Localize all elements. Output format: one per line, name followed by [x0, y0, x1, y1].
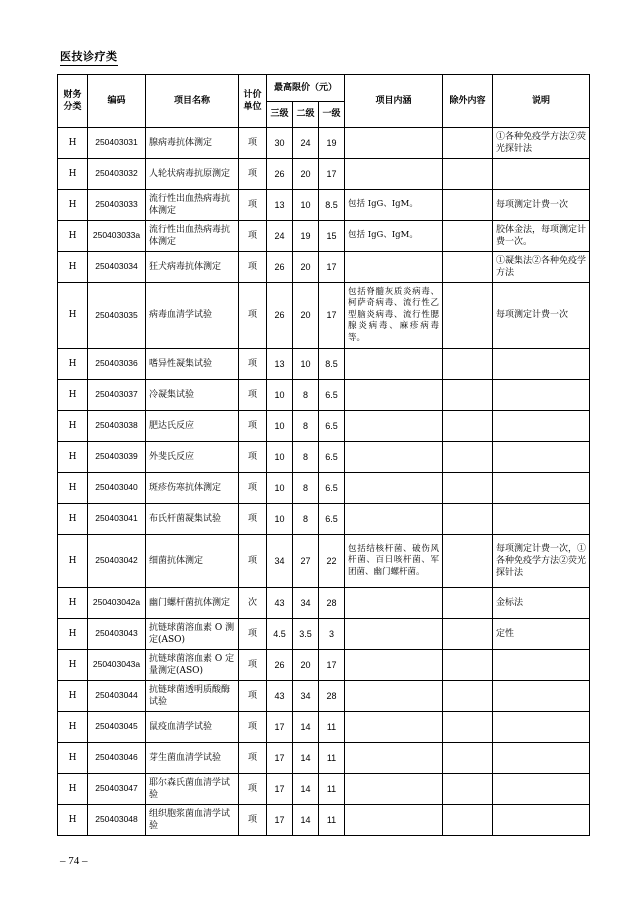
- price-level2-cell: 8: [293, 473, 319, 504]
- content-cell: [345, 473, 443, 504]
- exclusion-cell: [443, 805, 493, 836]
- exclusion-cell: [443, 349, 493, 380]
- note-cell: [493, 504, 590, 535]
- category-cell: H: [58, 805, 88, 836]
- unit-cell: 项: [239, 159, 267, 190]
- category-cell: H: [58, 283, 88, 349]
- code-cell: 250403032: [88, 159, 146, 190]
- price-level1-cell: 11: [319, 774, 345, 805]
- table-row: [58, 805, 590, 836]
- table-row: [58, 190, 590, 221]
- name-cell: 外斐氏反应: [146, 442, 239, 473]
- table-row: [58, 442, 590, 473]
- price-level2-cell: 14: [293, 805, 319, 836]
- unit-cell: 项: [239, 743, 267, 774]
- unit-cell: 项: [239, 221, 267, 252]
- code-cell: 250403047: [88, 774, 146, 805]
- price-level1-cell: 6.5: [319, 473, 345, 504]
- category-cell: H: [58, 128, 88, 159]
- price-level1-cell: 17: [319, 283, 345, 349]
- name-cell: 鼠疫血清学试验: [146, 712, 239, 743]
- code-cell: 250403044: [88, 681, 146, 712]
- unit-cell: 项: [239, 650, 267, 681]
- price-level2-cell: 3.5: [293, 619, 319, 650]
- category-cell: H: [58, 681, 88, 712]
- category-cell: H: [58, 159, 88, 190]
- price-level1-cell: 6.5: [319, 442, 345, 473]
- price-level2-cell: 20: [293, 283, 319, 349]
- name-cell: 布氏杆菌凝集试验: [146, 504, 239, 535]
- code-cell: 250403045: [88, 712, 146, 743]
- price-level3-cell: 17: [267, 805, 293, 836]
- unit-cell: 项: [239, 712, 267, 743]
- category-cell: H: [58, 535, 88, 588]
- price-level3-cell: 10: [267, 442, 293, 473]
- exclusion-cell: [443, 619, 493, 650]
- header-content: 项目内涵: [345, 75, 443, 128]
- table-row: [58, 283, 590, 349]
- price-level3-cell: 26: [267, 159, 293, 190]
- name-cell: 细菌抗体测定: [146, 535, 239, 588]
- header-level3: 三级: [267, 102, 293, 128]
- price-level1-cell: 15: [319, 221, 345, 252]
- exclusion-cell: [443, 190, 493, 221]
- price-level2-cell: 8: [293, 442, 319, 473]
- price-level1-cell: 17: [319, 650, 345, 681]
- note-cell: [493, 159, 590, 190]
- exclusion-cell: [443, 411, 493, 442]
- header-name: 项目名称: [146, 75, 239, 128]
- price-level3-cell: 4.5: [267, 619, 293, 650]
- header-level1: 一级: [319, 102, 345, 128]
- table-row: [58, 221, 590, 252]
- category-cell: H: [58, 221, 88, 252]
- category-cell: H: [58, 774, 88, 805]
- content-cell: 包括脊髓灰质炎病毒、柯萨奇病毒、流行性乙型脑炎病毒、流行性腮腺炎病毒、麻疹病毒等。: [345, 283, 443, 349]
- price-level2-cell: 20: [293, 252, 319, 283]
- name-cell: 流行性出血热病毒抗体测定: [146, 190, 239, 221]
- price-level2-cell: 20: [293, 650, 319, 681]
- fee-table: [57, 74, 590, 836]
- content-cell: [345, 159, 443, 190]
- table-row: [58, 743, 590, 774]
- exclusion-cell: [443, 535, 493, 588]
- table-header: [58, 75, 590, 128]
- content-cell: [345, 504, 443, 535]
- note-cell: 金标法: [493, 588, 590, 619]
- table-body: [58, 128, 590, 836]
- unit-cell: 项: [239, 349, 267, 380]
- table-row: [58, 380, 590, 411]
- note-cell: ①各种免疫学方法②荧光探针法: [493, 128, 590, 159]
- unit-cell: 项: [239, 619, 267, 650]
- code-cell: 250403042a: [88, 588, 146, 619]
- content-cell: [345, 619, 443, 650]
- price-level1-cell: 22: [319, 535, 345, 588]
- price-level3-cell: 43: [267, 681, 293, 712]
- note-cell: [493, 712, 590, 743]
- price-level3-cell: 17: [267, 774, 293, 805]
- price-level1-cell: 11: [319, 743, 345, 774]
- price-level1-cell: 6.5: [319, 411, 345, 442]
- name-cell: 耶尔森氏菌血清学试验: [146, 774, 239, 805]
- content-cell: 包括 IgG、IgM。: [345, 221, 443, 252]
- note-cell: [493, 442, 590, 473]
- exclusion-cell: [443, 681, 493, 712]
- price-level2-cell: 14: [293, 774, 319, 805]
- exclusion-cell: [443, 473, 493, 504]
- price-level1-cell: 6.5: [319, 504, 345, 535]
- unit-cell: 项: [239, 774, 267, 805]
- content-cell: [345, 411, 443, 442]
- price-level1-cell: 11: [319, 805, 345, 836]
- exclusion-cell: [443, 252, 493, 283]
- content-cell: 包括 IgG、IgM。: [345, 190, 443, 221]
- unit-cell: 项: [239, 128, 267, 159]
- price-level2-cell: 20: [293, 159, 319, 190]
- price-level2-cell: 27: [293, 535, 319, 588]
- table-row: [58, 774, 590, 805]
- name-cell: 斑疹伤寒抗体测定: [146, 473, 239, 504]
- name-cell: 芽生菌血清学试验: [146, 743, 239, 774]
- code-cell: 250403038: [88, 411, 146, 442]
- code-cell: 250403046: [88, 743, 146, 774]
- content-cell: [345, 128, 443, 159]
- unit-cell: 项: [239, 442, 267, 473]
- unit-cell: 项: [239, 252, 267, 283]
- content-cell: [345, 712, 443, 743]
- price-level1-cell: 17: [319, 252, 345, 283]
- price-level3-cell: 26: [267, 283, 293, 349]
- name-cell: 抗链球菌透明质酸酶试验: [146, 681, 239, 712]
- code-cell: 250403041: [88, 504, 146, 535]
- note-cell: [493, 411, 590, 442]
- page-number: – 74 –: [60, 855, 88, 867]
- note-cell: [493, 349, 590, 380]
- table-row: [58, 349, 590, 380]
- name-cell: 腺病毒抗体测定: [146, 128, 239, 159]
- exclusion-cell: [443, 774, 493, 805]
- code-cell: 250403036: [88, 349, 146, 380]
- table-row: [58, 473, 590, 504]
- code-cell: 250403043a: [88, 650, 146, 681]
- note-cell: [493, 774, 590, 805]
- category-cell: H: [58, 712, 88, 743]
- header-note: 说明: [493, 75, 590, 128]
- header-unit: 计价 单位: [239, 75, 267, 128]
- note-cell: [493, 681, 590, 712]
- content-cell: [345, 588, 443, 619]
- category-cell: H: [58, 743, 88, 774]
- note-cell: [493, 380, 590, 411]
- unit-cell: 项: [239, 380, 267, 411]
- price-level1-cell: 28: [319, 588, 345, 619]
- exclusion-cell: [443, 712, 493, 743]
- category-cell: H: [58, 411, 88, 442]
- name-cell: 组织胞浆菌血清学试验: [146, 805, 239, 836]
- price-level3-cell: 13: [267, 190, 293, 221]
- code-cell: 250403033a: [88, 221, 146, 252]
- name-cell: 人轮状病毒抗原测定: [146, 159, 239, 190]
- note-cell: [493, 650, 590, 681]
- content-cell: [345, 805, 443, 836]
- exclusion-cell: [443, 504, 493, 535]
- price-level2-cell: 19: [293, 221, 319, 252]
- unit-cell: 项: [239, 681, 267, 712]
- price-level2-cell: 34: [293, 681, 319, 712]
- category-cell: H: [58, 252, 88, 283]
- note-cell: [493, 473, 590, 504]
- price-level3-cell: 10: [267, 380, 293, 411]
- category-cell: H: [58, 588, 88, 619]
- price-level1-cell: 8.5: [319, 190, 345, 221]
- category-cell: H: [58, 504, 88, 535]
- unit-cell: 项: [239, 473, 267, 504]
- section-title: 医技诊疗类: [60, 48, 118, 66]
- price-level1-cell: 17: [319, 159, 345, 190]
- table-row: [58, 588, 590, 619]
- exclusion-cell: [443, 442, 493, 473]
- category-cell: H: [58, 380, 88, 411]
- name-cell: 流行性出血热病毒抗体测定: [146, 221, 239, 252]
- price-level2-cell: 14: [293, 712, 319, 743]
- note-cell: 每项测定计费一次，①各种免疫学方法②荧光探针法: [493, 535, 590, 588]
- note-cell: 每项测定计费一次: [493, 190, 590, 221]
- code-cell: 250403035: [88, 283, 146, 349]
- exclusion-cell: [443, 283, 493, 349]
- table-row: [58, 650, 590, 681]
- header-max-price: 最高限价（元）: [267, 75, 345, 102]
- table-row: [58, 619, 590, 650]
- code-cell: 250403037: [88, 380, 146, 411]
- table-row: [58, 535, 590, 588]
- code-cell: 250403033: [88, 190, 146, 221]
- table-row: [58, 712, 590, 743]
- content-cell: [345, 380, 443, 411]
- table-row: [58, 252, 590, 283]
- code-cell: 250403042: [88, 535, 146, 588]
- note-cell: 每项测定计费一次: [493, 283, 590, 349]
- code-cell: 250403048: [88, 805, 146, 836]
- price-level1-cell: 3: [319, 619, 345, 650]
- name-cell: 肥达氏反应: [146, 411, 239, 442]
- unit-cell: 项: [239, 504, 267, 535]
- price-level2-cell: 8: [293, 411, 319, 442]
- header-level2: 二级: [293, 102, 319, 128]
- code-cell: 250403031: [88, 128, 146, 159]
- price-level2-cell: 10: [293, 349, 319, 380]
- name-cell: 抗链球菌溶血素 O 定量测定(ASO): [146, 650, 239, 681]
- header-exclusion: 除外内容: [443, 75, 493, 128]
- content-cell: [345, 774, 443, 805]
- price-level1-cell: 28: [319, 681, 345, 712]
- note-cell: [493, 743, 590, 774]
- name-cell: 抗链球菌溶血素 O 测定(ASO): [146, 619, 239, 650]
- name-cell: 嗜异性凝集试验: [146, 349, 239, 380]
- name-cell: 病毒血清学试验: [146, 283, 239, 349]
- content-cell: [345, 252, 443, 283]
- price-level1-cell: 19: [319, 128, 345, 159]
- code-cell: 250403043: [88, 619, 146, 650]
- table-row: [58, 128, 590, 159]
- exclusion-cell: [443, 650, 493, 681]
- exclusion-cell: [443, 128, 493, 159]
- unit-cell: 项: [239, 411, 267, 442]
- exclusion-cell: [443, 221, 493, 252]
- price-level2-cell: 8: [293, 380, 319, 411]
- category-cell: H: [58, 349, 88, 380]
- category-cell: H: [58, 619, 88, 650]
- price-level3-cell: 24: [267, 221, 293, 252]
- price-level2-cell: 24: [293, 128, 319, 159]
- header-code: 编码: [88, 75, 146, 128]
- category-cell: H: [58, 190, 88, 221]
- price-level1-cell: 8.5: [319, 349, 345, 380]
- unit-cell: 次: [239, 588, 267, 619]
- note-cell: [493, 805, 590, 836]
- code-cell: 250403034: [88, 252, 146, 283]
- price-level3-cell: 17: [267, 712, 293, 743]
- table-row: [58, 504, 590, 535]
- code-cell: 250403039: [88, 442, 146, 473]
- note-cell: ①凝集法②各种免疫学方法: [493, 252, 590, 283]
- price-level3-cell: 30: [267, 128, 293, 159]
- price-level2-cell: 34: [293, 588, 319, 619]
- price-level1-cell: 11: [319, 712, 345, 743]
- note-cell: 胶体金法，每项测定计费一次。: [493, 221, 590, 252]
- category-cell: H: [58, 650, 88, 681]
- table-row: [58, 411, 590, 442]
- unit-cell: 项: [239, 283, 267, 349]
- content-cell: [345, 743, 443, 774]
- exclusion-cell: [443, 380, 493, 411]
- category-cell: H: [58, 473, 88, 504]
- price-level2-cell: 8: [293, 504, 319, 535]
- code-cell: 250403040: [88, 473, 146, 504]
- name-cell: 狂犬病毒抗体测定: [146, 252, 239, 283]
- note-cell: 定性: [493, 619, 590, 650]
- table-row: [58, 159, 590, 190]
- exclusion-cell: [443, 159, 493, 190]
- price-level3-cell: 43: [267, 588, 293, 619]
- category-cell: H: [58, 442, 88, 473]
- content-cell: [345, 442, 443, 473]
- unit-cell: 项: [239, 805, 267, 836]
- header-category: 财务 分类: [58, 75, 88, 128]
- price-level3-cell: 10: [267, 411, 293, 442]
- table-row: [58, 681, 590, 712]
- unit-cell: 项: [239, 535, 267, 588]
- price-level3-cell: 26: [267, 252, 293, 283]
- price-level3-cell: 34: [267, 535, 293, 588]
- unit-cell: 项: [239, 190, 267, 221]
- exclusion-cell: [443, 588, 493, 619]
- content-cell: [345, 650, 443, 681]
- price-level2-cell: 10: [293, 190, 319, 221]
- price-level3-cell: 13: [267, 349, 293, 380]
- name-cell: 幽门螺杆菌抗体测定: [146, 588, 239, 619]
- price-level3-cell: 10: [267, 473, 293, 504]
- price-level3-cell: 17: [267, 743, 293, 774]
- price-level3-cell: 10: [267, 504, 293, 535]
- name-cell: 冷凝集试验: [146, 380, 239, 411]
- price-level2-cell: 14: [293, 743, 319, 774]
- content-cell: [345, 349, 443, 380]
- price-level1-cell: 6.5: [319, 380, 345, 411]
- content-cell: [345, 681, 443, 712]
- price-level3-cell: 26: [267, 650, 293, 681]
- exclusion-cell: [443, 743, 493, 774]
- content-cell: 包括结核杆菌、破伤风杆菌、百日咳杆菌、军团菌、幽门螺杆菌。: [345, 535, 443, 588]
